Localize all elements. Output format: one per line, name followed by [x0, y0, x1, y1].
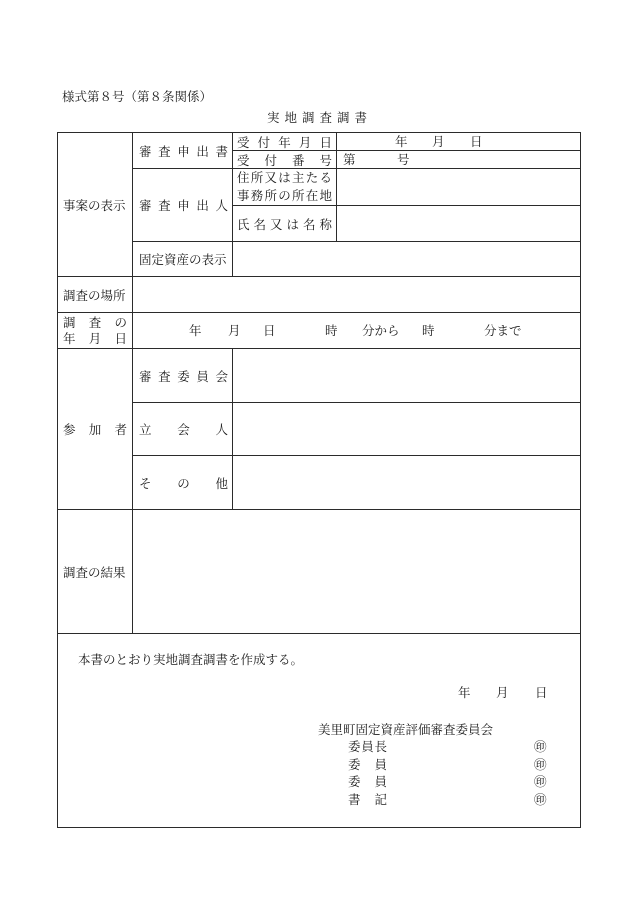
name-field [336, 205, 581, 242]
survey-start-hour-label: 時 [325, 323, 338, 338]
receipt-date-label-cell [232, 132, 337, 151]
participants-label: 参加者 [63, 422, 127, 437]
committee-label-cell [132, 348, 233, 403]
request-document-label: 審査申出書 [139, 143, 228, 159]
receipt-day-label: 日 [470, 134, 483, 149]
committee-field [232, 348, 581, 403]
result-label: 調査の結果 [63, 564, 126, 580]
survey-end-minute-label: 分まで [484, 323, 522, 338]
survey-end-hour-label: 時 [422, 323, 435, 338]
signatory-title-chair: 委員長 [348, 739, 387, 754]
requester-label-cell [132, 168, 233, 242]
survey-month-label: 月 [228, 323, 241, 338]
witness-label: 立会人 [139, 422, 228, 437]
address-label-line-1: 住所又は主たる [237, 170, 332, 185]
receipt-number-prefix: 第 [343, 152, 356, 167]
declaration-section [57, 633, 581, 828]
location-field [132, 276, 581, 313]
survey-date-field [132, 312, 581, 349]
receipt-date-field [336, 132, 581, 151]
committee-name: 美里町固定資産評価審査委員会 [318, 722, 494, 737]
witness-label-cell [132, 402, 233, 456]
location-label: 調査の場所 [63, 287, 126, 303]
address-label-line-2: 事務所の所在地 [237, 188, 332, 203]
name-label-cell [232, 205, 337, 242]
witness-field [232, 402, 581, 456]
case-display-label: 事案の表示 [63, 197, 126, 213]
requester-label: 審査申出人 [139, 198, 228, 213]
survey-date-label-line-1: 調査の [63, 314, 127, 330]
survey-date-label-line-2: 年月日 [63, 330, 127, 346]
survey-date-label [63, 315, 127, 347]
result-label-cell [57, 509, 133, 634]
participants-label-cell [57, 348, 133, 510]
result-field [132, 509, 581, 634]
survey-day-label: 日 [263, 323, 276, 338]
seal-icon: ㊞ [534, 757, 547, 772]
seal-icon: ㊞ [534, 774, 547, 789]
receipt-number-field [336, 150, 581, 169]
receipt-month-label: 月 [432, 134, 445, 149]
other-field [232, 455, 581, 510]
address-label [237, 169, 332, 205]
document-title: 実地調査調書 [267, 110, 373, 125]
survey-start-minute-label: 分から [362, 323, 400, 338]
name-label: 氏名又は名称 [237, 216, 332, 232]
property-label-cell [132, 241, 233, 277]
property-field [232, 241, 581, 277]
signatory-title-secretary: 書記 [348, 792, 387, 807]
committee-label: 審査委員会 [139, 368, 228, 384]
declaration-month-label: 月 [496, 685, 509, 700]
request-document-label-cell [132, 132, 233, 169]
survey-date-label-cell [57, 312, 133, 349]
declaration-statement: 本書のとおり実地調査調書を作成する。 [78, 652, 304, 667]
seal-icon: ㊞ [534, 792, 547, 807]
case-display-label-cell [57, 132, 133, 277]
property-label: 固定資産の表示 [139, 252, 227, 267]
declaration-day-label: 日 [535, 685, 548, 700]
address-label-cell [232, 168, 337, 206]
other-label: その他 [139, 475, 228, 491]
signatory-title-member-2: 委員 [348, 774, 387, 789]
receipt-year-label: 年 [395, 134, 408, 149]
other-label-cell [132, 455, 233, 510]
receipt-number-label-cell [232, 150, 337, 169]
signatory-title-member-1: 委員 [348, 757, 387, 772]
declaration-year-label: 年 [458, 685, 471, 700]
receipt-number-suffix: 号 [397, 152, 410, 167]
receipt-date-label: 受付年月日 [237, 134, 332, 150]
receipt-number-label: 受付番号 [237, 152, 332, 168]
survey-year-label: 年 [189, 323, 202, 338]
seal-icon: ㊞ [534, 739, 547, 754]
form-number: 様式第８号（第８条関係） [62, 89, 213, 104]
location-label-cell [57, 276, 133, 313]
address-field [336, 168, 581, 206]
